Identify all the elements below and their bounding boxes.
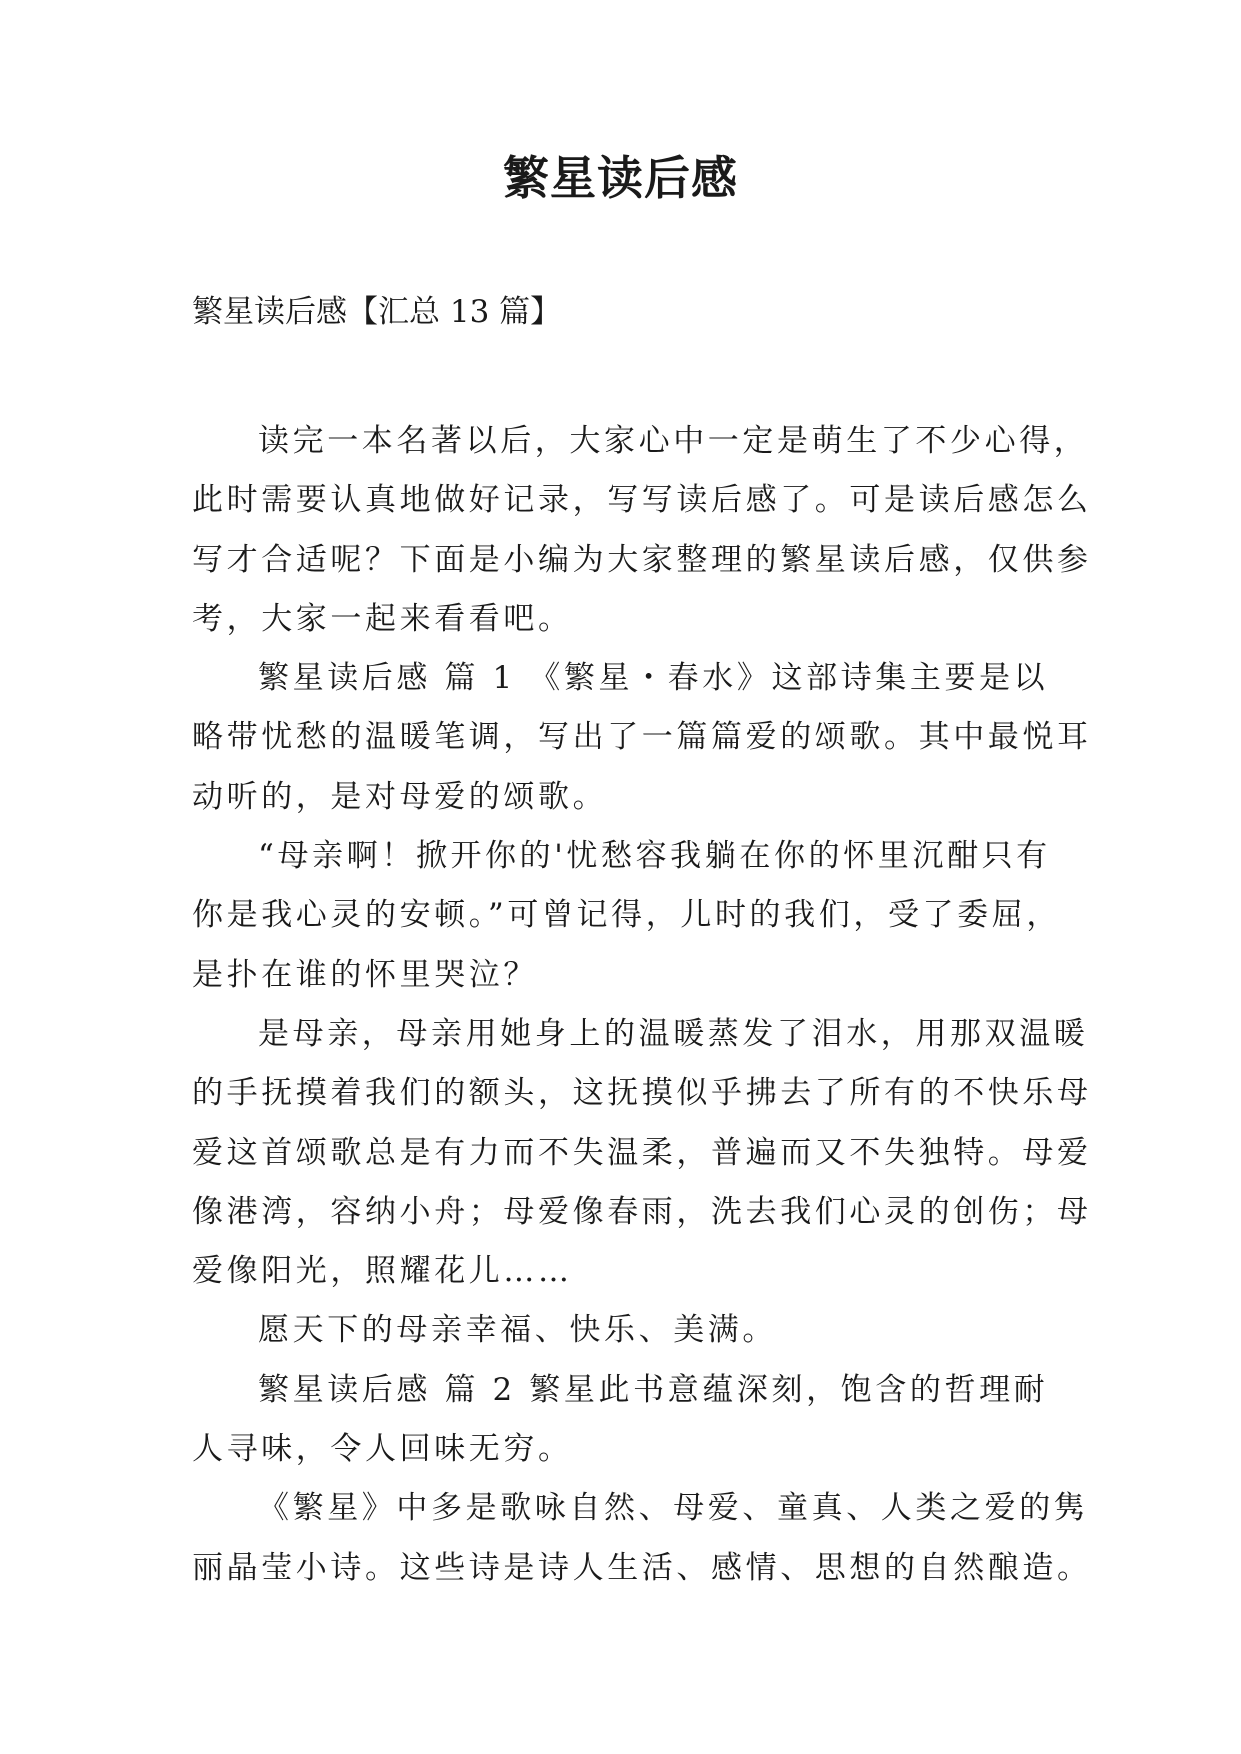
body-line: 考，大家一起来看看吧。: [192, 600, 573, 637]
document-body: [192, 412, 1092, 1598]
body-line: 繁星读后感 篇 2 繁星此书意蕴深刻，饱含的哲理耐: [258, 1371, 1049, 1408]
document-subtitle: 繁星读后感【汇总 13 篇】: [192, 294, 562, 330]
document-title: 繁星读后感: [503, 151, 738, 205]
body-line: 动听的，是对母爱的颂歌。: [192, 778, 608, 815]
body-line: 略带忧愁的温暖笔调，写出了一篇篇爱的颂歌。其中最悦耳: [192, 719, 1092, 756]
body-line: 的手抚摸着我们的额头，这抚摸似乎拂去了所有的不快乐母: [192, 1075, 1092, 1112]
body-line: 是母亲，母亲用她身上的温暖蒸发了泪水，用那双温暖: [258, 1015, 1089, 1052]
body-line: 像港湾，容纳小舟；母爱像春雨，洗去我们心灵的创伤；母: [192, 1193, 1092, 1230]
body-line: 丽晶莹小诗。这些诗是诗人生活、感情、思想的自然酿造。: [192, 1549, 1092, 1586]
body-line: 繁星读后感 篇 1 《繁星・春水》这部诗集主要是以: [258, 660, 1049, 697]
body-line: 你是我心灵的安顿。”可曾记得，儿时的我们，受了委屈，: [192, 897, 1061, 934]
body-line: 写才合适呢？下面是小编为大家整理的繁星读后感，仅供参: [192, 541, 1092, 578]
body-line: 此时需要认真地做好记录，写写读后感了。可是读后感怎么: [192, 482, 1092, 519]
body-line: 愿天下的母亲幸福、快乐、美满。: [258, 1312, 777, 1349]
body-line: 人寻味，令人回味无穷。: [192, 1431, 573, 1468]
body-line: “母亲啊！掀开你的'忧愁容我躺在你的怀里沉酣只有: [258, 838, 1051, 875]
body-line: 读完一本名著以后，大家心中一定是萌生了不少心得，: [258, 423, 1089, 459]
body-line: 爱这首颂歌总是有力而不失温柔，普遍而又不失独特。母爱: [192, 1134, 1092, 1171]
body-line: 《繁星》中多是歌咏自然、母爱、童真、人类之爱的隽: [258, 1490, 1089, 1527]
body-line: 是扑在谁的怀里哭泣？: [192, 956, 538, 993]
body-line: 爱像阳光，照耀花儿……: [192, 1253, 573, 1290]
